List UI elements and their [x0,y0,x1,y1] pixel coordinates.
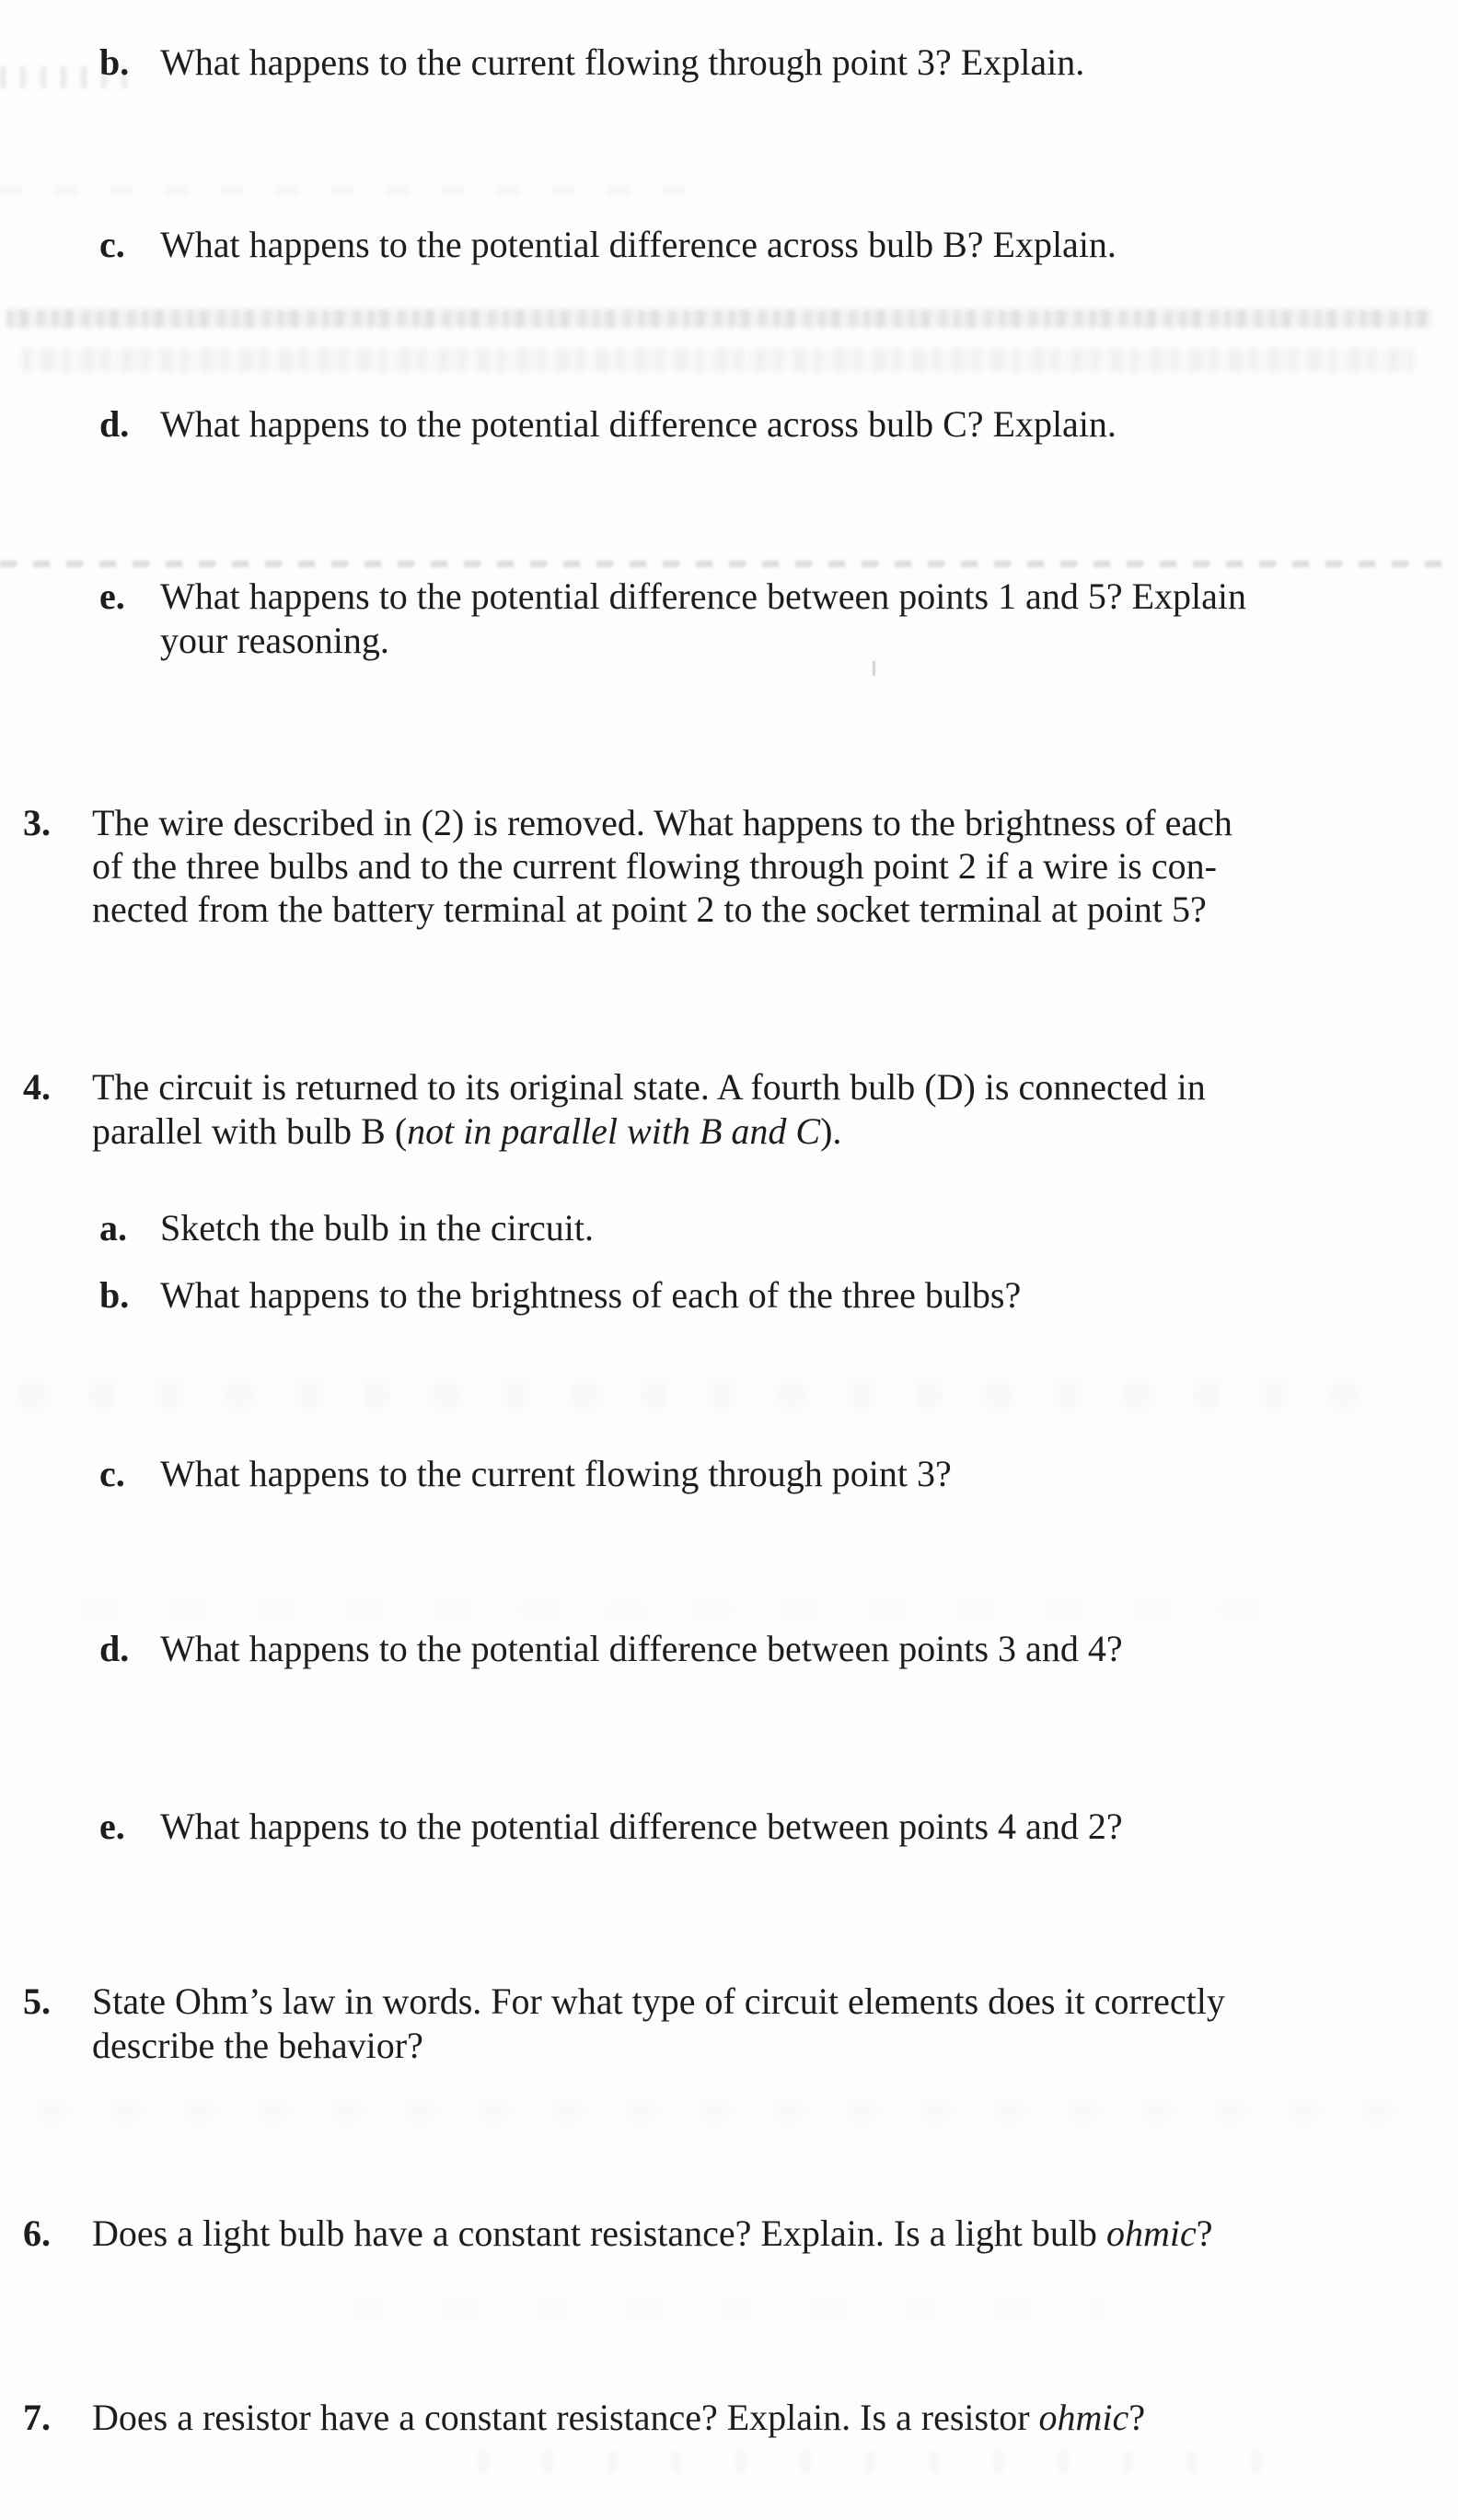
scan-artifact-ghost-text [23,348,1413,372]
question-text-italic: ohmic [1038,2397,1129,2438]
question-text: What happens to the potential difference between points 1 and 5? Explain [160,575,1246,617]
question-text: nected from the battery terminal at point 2 to the socket terminal at point 5? [92,888,1207,930]
scan-artifact [0,185,700,194]
question-text: your reasoning. [160,620,389,661]
question-text-part: parallel with bulb B ( [92,1110,408,1152]
question-text: What happens to the current flowing through point 3? [160,1453,952,1494]
item-label: e. [99,1806,125,1847]
question-text: What happens to the potential difference between points 4 and 2? [160,1806,1123,1847]
question-text-italic: not in parallel with B and C [407,1110,821,1152]
item-number: 5. [23,1980,51,2022]
scan-artifact [479,2451,1307,2473]
scan-artifact [350,2294,1105,2322]
question-text-part: Does a resistor have a constant resistance? Explain. Is a resistor [92,2397,1039,2438]
item-label: b. [99,41,130,83]
item-number: 6. [23,2212,51,2254]
item-label: e. [99,575,125,617]
question-text: of the three bulbs and to the current flowing through point 2 if a wire is con- [92,845,1217,887]
item-label: a. [99,1207,127,1248]
scan-artifact [18,1381,1399,1409]
scan-artifact [0,561,1447,567]
question-text [92,1110,841,1153]
item-number: 7. [23,2397,51,2438]
question-text: What happens to the potential difference across bulb B? Explain. [160,224,1117,265]
item-label: b. [99,1274,130,1316]
item-number: 3. [23,802,51,843]
question-text: What happens to the brightness of each of the three bulbs? [160,1274,1022,1316]
question-text-italic: ohmic [1105,2212,1197,2254]
question-text: describe the behavior? [92,2025,423,2066]
question-text: Sketch the bulb in the circuit. [160,1207,594,1248]
question-text: What happens to the potential difference between points 3 and 4? [160,1628,1123,1669]
scan-artifact [83,1598,1298,1622]
question-text: What happens to the potential difference across bulb C? Explain. [160,403,1117,445]
question-text-part: ). [820,1110,842,1152]
item-label: d. [99,1628,130,1669]
item-label: c. [99,1453,125,1494]
item-label: c. [99,224,125,265]
scan-artifact-ghost-text [7,309,1432,328]
question-text: What happens to the current flowing through point 3? Explain. [160,41,1085,83]
question-text: The wire described in (2) is removed. What happens to the brightness of each [92,802,1232,843]
question-text-part: ? [1196,2212,1213,2254]
scan-artifact [37,2099,1399,2123]
question-text [92,2212,1212,2255]
question-text-part: The circuit is returned to its original state. A fourth bulb (D) is connected in [92,1066,1206,1108]
question-text [92,2397,1145,2439]
question-text: State Ohm’s law in words. For what type of circuit elements does it correctly [92,1980,1225,2022]
item-number: 4. [23,1066,51,1108]
question-text-part: Does a light bulb have a constant resistance? Explain. Is a light bulb [92,2212,1106,2254]
question-text [92,1066,1206,1109]
scan-artifact [873,661,875,676]
question-text-part: ? [1128,2397,1146,2438]
item-label: d. [99,403,130,445]
